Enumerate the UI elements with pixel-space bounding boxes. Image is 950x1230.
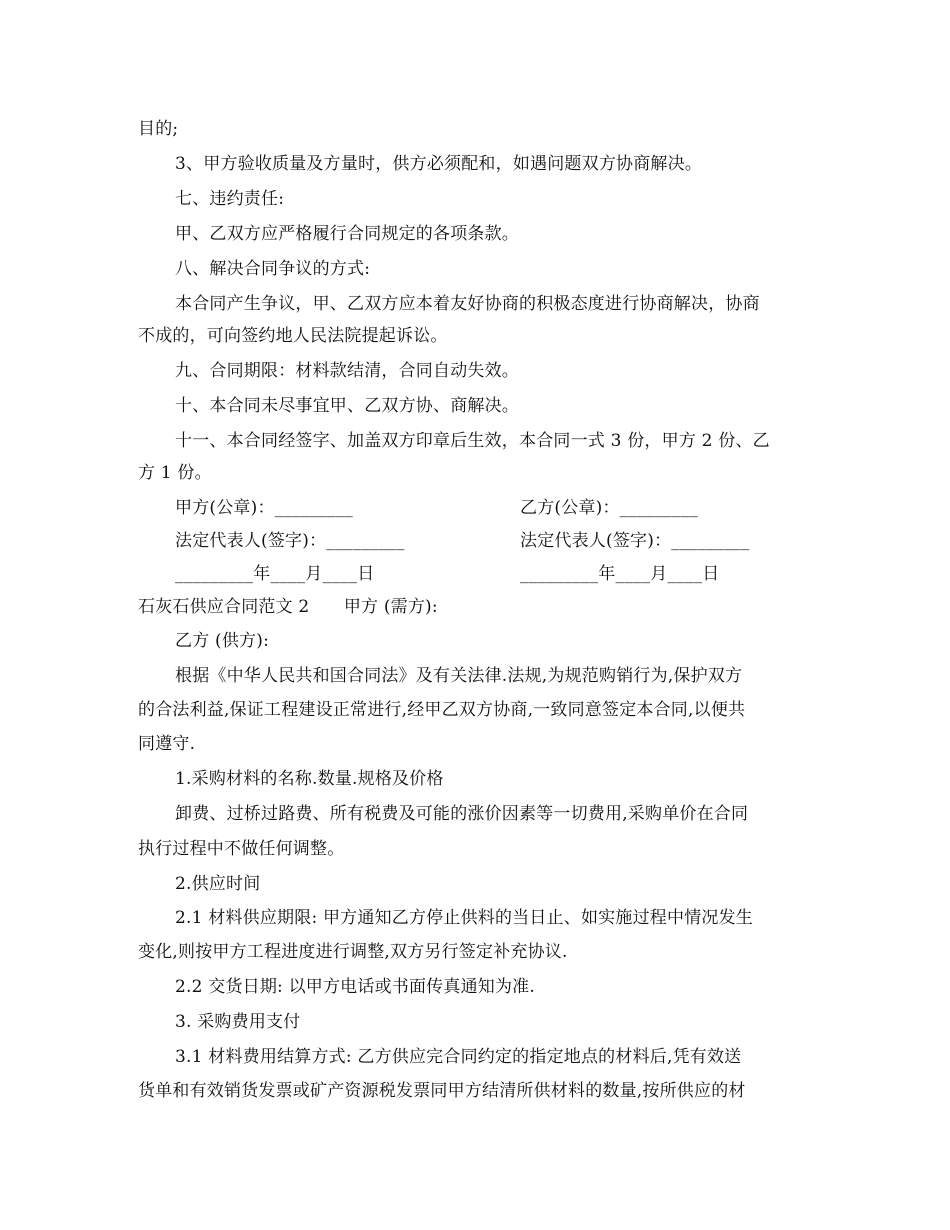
section-heading-misc: 十、本合同未尽事宜甲、乙双方协、商解决。 [175, 396, 519, 416]
text-line: 同遵守. [138, 734, 196, 754]
section-heading-breach: 七、违约责任: [175, 189, 285, 209]
party-b-representative-field: 法定代表人(签字)：_________ [520, 531, 750, 551]
document-subtitle: 石灰石供应合同范文 2 甲方 (需方): [138, 597, 438, 617]
section-heading-supply-time: 2.供应时间 [175, 874, 261, 894]
text-line: 本合同产生争议，甲、乙双方应本着友好协商的积极态度进行协商解决，协商 [175, 294, 760, 314]
section-heading-dispute: 八、解决合同争议的方式: [175, 259, 371, 279]
text-line: 甲、乙双方应严格履行合同规定的各项条款。 [175, 224, 519, 244]
clause-acceptance: 3、甲方验收质量及方量时，供方必须配和，如遇问题双方协商解决。 [175, 154, 703, 174]
text-line: 2.1 材料供应期限: 甲方通知乙方停止供料的当日止、如实施过程中情况发生 [175, 908, 753, 928]
text-line: 2.2 交货日期: 以甲方电话或书面传真通知为准. [175, 977, 535, 997]
section-heading-term: 九、合同期限：材料款结清，合同自动失效。 [175, 361, 519, 381]
party-b-date-field: _________年____月____日 [520, 564, 720, 584]
party-b-label: 乙方 (供方): [175, 631, 269, 651]
text-line: 卸费、过桥过路费、所有税费及可能的涨价因素等一切费用,采购单价在合同 [175, 804, 749, 824]
party-a-date-field: _________年____月____日 [175, 564, 375, 584]
text-line: 目的; [138, 119, 179, 139]
party-b-seal-field: 乙方(公章)：_________ [520, 498, 698, 518]
text-line: 根据《中华人民共和国合同法》及有关法律.法规,为规范购销行为,保护双方 [175, 666, 743, 686]
party-a-seal-field: 甲方(公章)：_________ [175, 498, 353, 518]
section-heading-effect: 十一、本合同经签字、加盖双方印章后生效，本合同一式 3 份，甲方 2 份、乙 [175, 431, 770, 451]
section-heading-payment: 3. 采购费用支付 [175, 1012, 301, 1032]
text-line: 3.1 材料费用结算方式: 乙方供应完合同约定的指定地点的材料后,凭有效送 [175, 1047, 742, 1067]
text-line: 方 1 份。 [138, 463, 212, 483]
text-line: 货单和有效销货发票或矿产资源税发票同甲方结清所供材料的数量,按所供应的材 [138, 1081, 746, 1101]
text-line: 的合法利益,保证工程建设正常进行,经甲乙双方协商,一致同意签定本合同,以便共 [138, 700, 746, 720]
text-line: 不成的，可向签约地人民法院提起诉讼。 [138, 326, 448, 346]
section-heading-materials: 1.采购材料的名称.数量.规格及价格 [175, 769, 444, 789]
text-line: 变化,则按甲方工程进度进行调整,双方另行签定补充协议. [138, 942, 568, 962]
text-line: 执行过程中不做任何调整。 [138, 839, 345, 859]
party-a-representative-field: 法定代表人(签字)：_________ [175, 531, 405, 551]
